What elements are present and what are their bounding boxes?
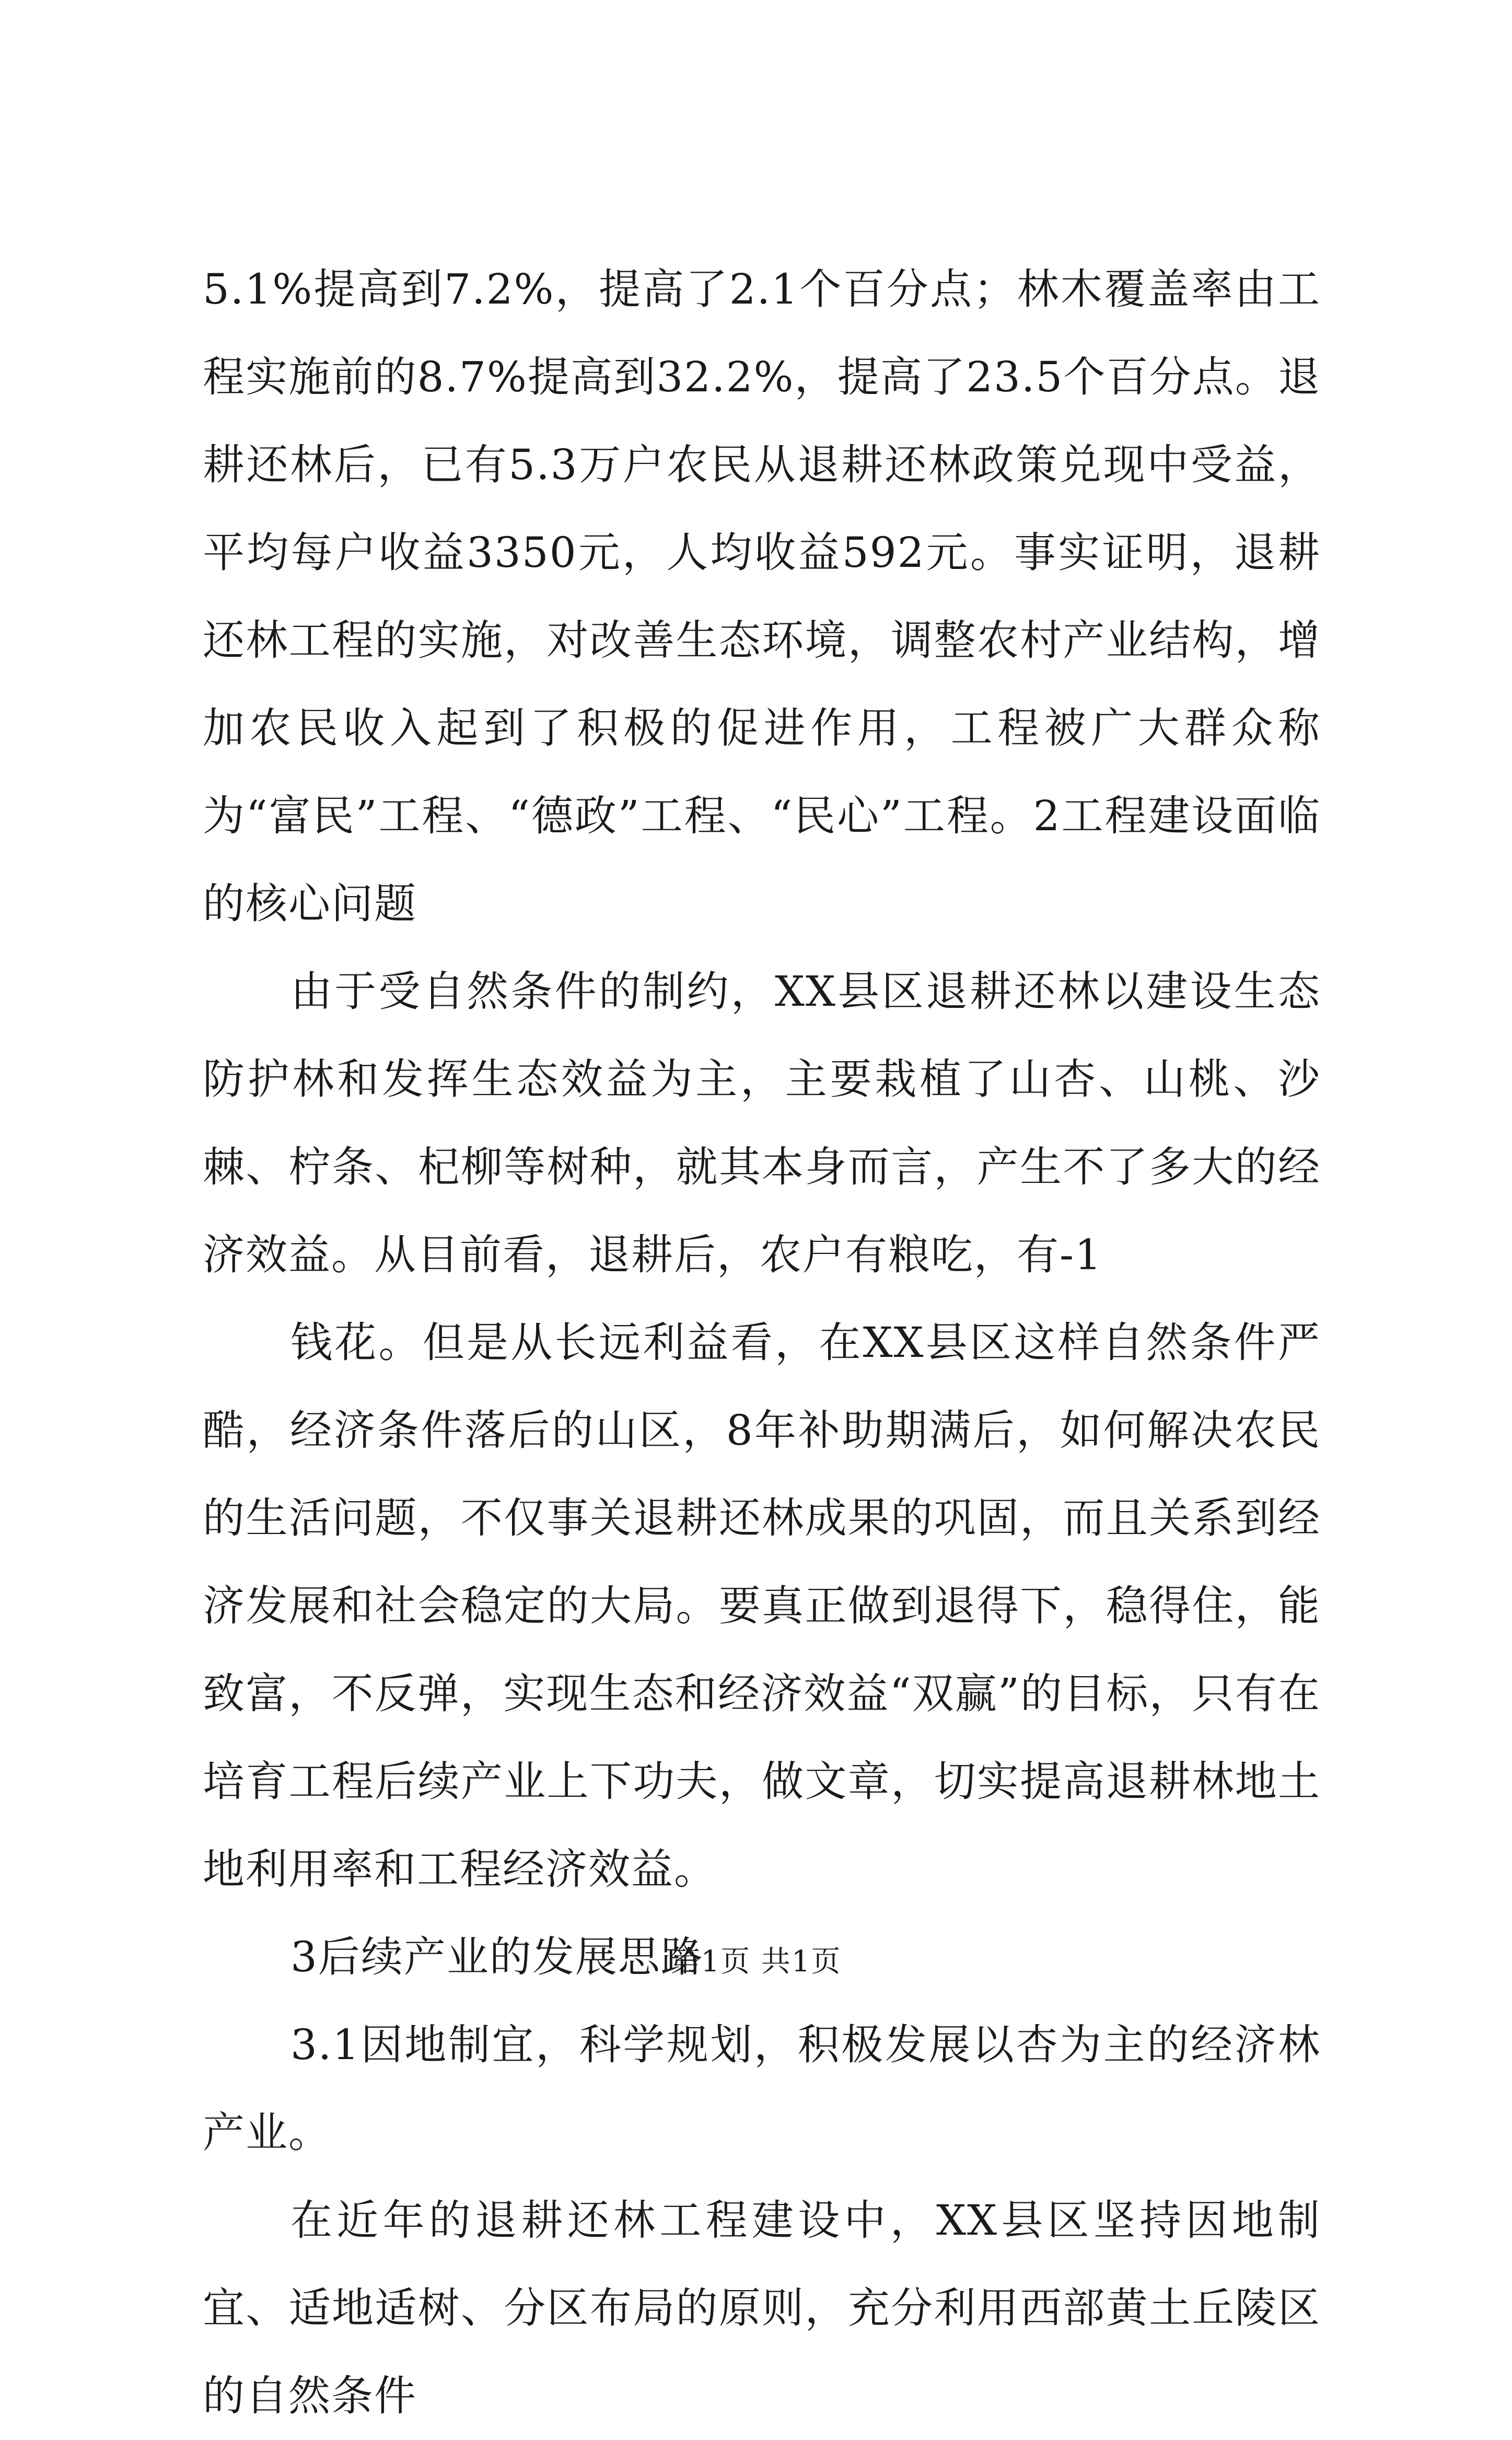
paragraph-2: 由于受自然条件的制约，XX县区退耕还林以建设生态防护林和发挥生态效益为主，主要栽植了山杏、山桃、沙棘、柠条、杞柳等树种，就其本身而言，产生不了多大的经济效益。从目前看，退耕后，农户有粮吃，有-1 <box>203 967 1321 1279</box>
paragraph-3: 钱花。但是从长远利益看，在XX县区这样自然条件严酷，经济条件落后的山区，8年补助期满后，如何解决农民的生活问题，不仅事关退耕还林成果的巩固，而且关系到经济发展和社会稳定的大局。要真正做到退得下，稳得住，能致富，不反弹，实现生态和经济效益“双赢”的目标，只有在培育工程后续产业上下功夫，做文章，切实提高退耕林地土地利用率和工程经济效益。 <box>203 1318 1321 1893</box>
subsection-heading-3-1: 3.1因地制宜，科学规划，积极发展以杏为主的经济林产业。 <box>203 2020 1321 2157</box>
page-footer: 第1页 共1页 <box>670 1945 842 1979</box>
section-heading-3: 3后续产业的发展思路 <box>290 1933 704 1981</box>
paragraph-1: 5.1%提高到7.2%，提高了2.1个百分点；林木覆盖率由工程实施前的8.7%提高到32.2%，提高了23.5个百分点。退耕还林后，已有5.3万户农民从退耕还林政策兑现中受益，平均每户收益3350元，人均收益592元。事实证明，退耕还林工程的实施，对改善生态环境，调整农村产业结构，增加农民收入起到了积极的促进作用，工程被广大群众称为“富民”工程、“德政”工程、“民心”工程。2工程建设面临的核心问题 <box>203 265 1321 928</box>
document-body <box>203 246 1321 2440</box>
paragraph-6: 在近年的退耕还林工程建设中，XX县区坚持因地制宜、适地适树、分区布局的原则，充分利用西部黄土丘陵区的自然条件 <box>203 2196 1321 2420</box>
